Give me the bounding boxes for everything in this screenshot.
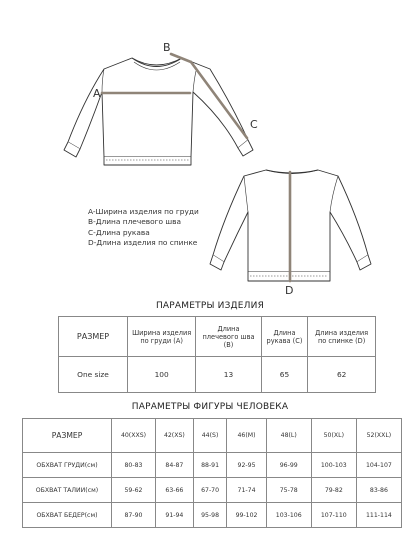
cell-sleeve-length: 65: [261, 357, 308, 393]
table-cell: 83-86: [356, 478, 401, 503]
table-header-row: [59, 317, 376, 357]
header-size-cell: 48(L): [266, 419, 311, 453]
table-cell: 92-95: [227, 453, 266, 478]
product-params-table: [58, 316, 376, 393]
table-cell: 88-91: [193, 453, 227, 478]
table-cell: 99-102: [227, 503, 266, 528]
label-c: C: [250, 118, 258, 131]
table-cell: 95-98: [193, 503, 227, 528]
measurement-legend: [88, 207, 199, 249]
table-cell: 91-94: [155, 503, 193, 528]
legend-item-c: C-Длина рукава: [88, 227, 150, 237]
table-cell: 100-103: [311, 453, 356, 478]
table-cell: 67-70: [193, 478, 227, 503]
cell-size: One size: [59, 357, 128, 393]
table-cell: 111-114: [356, 503, 401, 528]
row-label: ОБХВАТ ГРУДИ(см): [23, 453, 112, 478]
table-cell: 59-62: [112, 478, 156, 503]
legend-item-a: A-Ширина изделия по груди: [88, 207, 199, 216]
table-row: [23, 503, 402, 528]
header-size-cell: 52(XXL): [356, 419, 401, 453]
header-size-cell: 50(XL): [311, 419, 356, 453]
cell-back-length: 62: [308, 357, 376, 393]
table-cell: 96-99: [266, 453, 311, 478]
table-cell: 87-90: [112, 503, 156, 528]
table-cell: 63-66: [155, 478, 193, 503]
header-shoulder-length: Длина плечевого шва (B): [196, 317, 261, 357]
row-label: ОБХВАТ ТАЛИИ(см): [23, 478, 112, 503]
header-chest-width: Ширина изделия по груди (А): [128, 317, 196, 357]
legend-item-b: B-Длина плечевого шва: [88, 217, 182, 227]
table-cell: 103-106: [266, 503, 311, 528]
row-label: ОБХВАТ БЕДЕР(см): [23, 503, 112, 528]
table-row: [59, 357, 376, 393]
header-size: РАЗМЕР: [59, 317, 128, 357]
label-b: B: [163, 41, 171, 54]
table-cell: 84-87: [155, 453, 193, 478]
table-header-row: [23, 419, 402, 453]
table-cell: 104-107: [356, 453, 401, 478]
table-cell: 107-110: [311, 503, 356, 528]
table-row: [23, 453, 402, 478]
header-back-length: Длина изделия по спинке (D): [308, 317, 376, 357]
legend-item-d: D-Длина изделия по спинке: [88, 238, 198, 248]
header-size-cell: 44(S): [193, 419, 227, 453]
header-size: РАЗМЕР: [23, 419, 112, 453]
cell-chest-width: 100: [128, 357, 196, 393]
label-a: A: [93, 87, 101, 100]
label-d: D: [285, 284, 294, 297]
table-cell: 71-74: [227, 478, 266, 503]
figure-params-table: [22, 418, 402, 528]
table-cell: 79-82: [311, 478, 356, 503]
header-sleeve-length: Длина рукава (С): [261, 317, 308, 357]
table-row: [23, 478, 402, 503]
table-cell: 75-78: [266, 478, 311, 503]
figure-params-title: ПАРАМЕТРЫ ФИГУРЫ ЧЕЛОВЕКА: [131, 402, 289, 412]
header-size-cell: 46(M): [227, 419, 266, 453]
table-cell: 80-83: [112, 453, 156, 478]
product-params-title: ПАРАМЕТРЫ ИЗДЕЛИЯ: [155, 301, 265, 311]
cell-shoulder-length: 13: [196, 357, 261, 393]
header-size-cell: 42(XS): [155, 419, 193, 453]
sweatshirt-front-drawing: [64, 58, 253, 165]
header-size-cell: 40(XXS): [112, 419, 156, 453]
